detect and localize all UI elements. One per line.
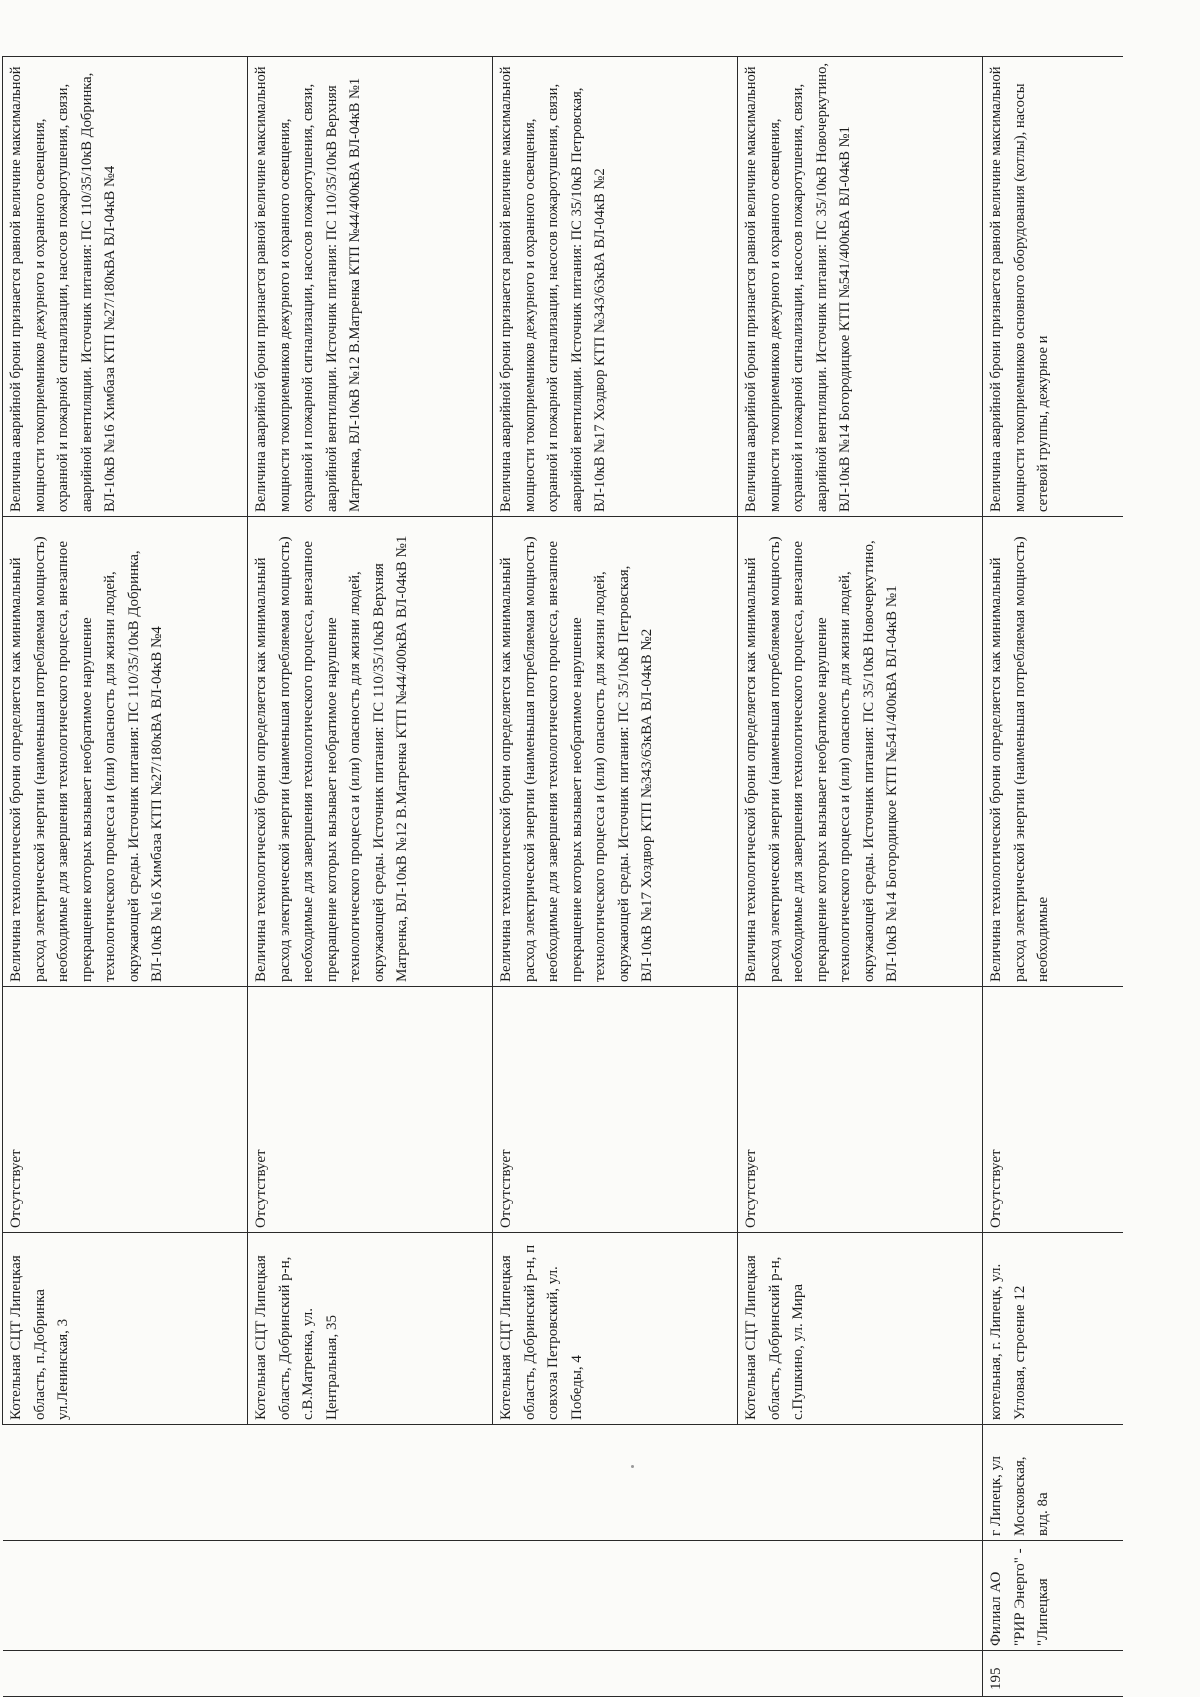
scan-speck xyxy=(631,1465,634,1468)
object-cell: Котельная СЦТ Липецкая область, Добринский р-н, с.В.Матренка, ул. Центральная, 35 xyxy=(248,1233,493,1425)
table-row xyxy=(248,57,493,1697)
tech-reserve-cell: Величина технологической брони определяется как минимальный расход электрической энергии (наименьшая потребляемая мощность) необходимые для завершения технологического процесса, внезапное прекращение которых вызывает необратимое нарушение технологического процесса и (или) опасность для жизни людей, окружающей среды. Источник питания: ПС 110/35/10кВ Верхняя Матренка, ВЛ-10кВ №12 В.Матренка КТП №44/400кВА ВЛ-04кВ №1 xyxy=(248,517,493,987)
emergency-reserve-cell: Величина аварийной брони признается равной величине максимальной мощности токоприемников дежурного и охранного освещения, охранной и пожарной сигнализации, насосов пожаротушения, связи, аварийной вентиляции. Источник питания: ПС 110/35/10кВ Добринка, ВЛ-10кВ №16 Химбаза КТП №27/180кВА ВЛ-04кВ №4 xyxy=(3,57,248,517)
object-cell: Котельная СЦТ Липецкая область, Добринский р-н, с.Пушкино, ул. Мира xyxy=(738,1233,983,1425)
status-cell: Отсутствует xyxy=(493,987,738,1233)
object-cell: Котельная СЦТ Липецкая область, п.Добринка ул.Ленинская, 3 xyxy=(3,1233,248,1425)
tech-reserve-cell: Величина технологической брони определяется как минимальный расход электрической энергии (наименьшая потребляемая мощность) необходимые для завершения технологического процесса, внезапное прекращение которых вызывает необратимое нарушение технологического процесса и (или) опасность для жизни людей, окружающей среды. Источник питания: ПС 35/10кВ Новочеркутино, ВЛ-10кВ №14 Богородицкое КТП №541/400кВА ВЛ-04кВ №1 xyxy=(738,517,983,987)
org-address-cell xyxy=(3,1425,248,1541)
row-number xyxy=(493,1651,738,1697)
status-cell: Отсутствует xyxy=(3,987,248,1233)
emergency-reserve-cell: Величина аварийной брони признается равной величине максимальной мощности токоприемников основного оборудования (котлы), насосы сетевой группы, дежурное и xyxy=(983,57,1123,517)
status-cell: Отсутствует xyxy=(983,987,1123,1233)
tech-reserve-cell: Величина технологической брони определяется как минимальный расход электрической энергии (наименьшая потребляемая мощность) необходимые для завершения технологического процесса, внезапное прекращение которых вызывает необратимое нарушение технологического процесса и (или) опасность для жизни людей, окружающей среды. Источник питания: ПС 35/10кВ Петровская, ВЛ-10кВ №17 Хоздвор КТП №343/63кВА ВЛ-04кВ №2 xyxy=(493,517,738,987)
status-cell: Отсутствует xyxy=(248,987,493,1233)
organization-cell xyxy=(3,1541,248,1651)
status-cell: Отсутствует xyxy=(738,987,983,1233)
row-number: 195 xyxy=(983,1651,1123,1697)
organization-cell xyxy=(248,1541,493,1651)
table-row xyxy=(983,57,1123,1697)
object-cell: Котельная СЦТ Липецкая область, Добринский р-н, п совхоза Петровский, ул. Победы, 4 xyxy=(493,1233,738,1425)
table-row xyxy=(3,57,248,1697)
table-row xyxy=(738,57,983,1697)
org-address-cell xyxy=(248,1425,493,1541)
table-row xyxy=(493,57,738,1697)
org-address-cell xyxy=(493,1425,738,1541)
organization-cell: Филиал АО "РИР Энерго" - "Липецкая xyxy=(983,1541,1123,1651)
object-cell: котельная, г. Липецк, ул. Угловая, строение 12 xyxy=(983,1233,1123,1425)
row-number xyxy=(3,1651,248,1697)
emergency-reserve-cell: Величина аварийной брони признается равной величине максимальной мощности токоприемников дежурного и охранного освещения, охранной и пожарной сигнализации, насосов пожаротушения, связи, аварийной вентиляции. Источник питания: ПС 35/10кВ Петровская, ВЛ-10кВ №17 Хоздвор КТП №343/63кВА ВЛ-04кВ №2 xyxy=(493,57,738,517)
reserve-table xyxy=(2,56,1123,1697)
emergency-reserve-cell: Величина аварийной брони признается равной величине максимальной мощности токоприемников дежурного и охранного освещения, охранной и пожарной сигнализации, насосов пожаротушения, связи, аварийной вентиляции. Источник питания: ПС 35/10кВ Новочеркутино, ВЛ-10кВ №14 Богородицкое КТП №541/400кВА ВЛ-04кВ №1 xyxy=(738,57,983,517)
tech-reserve-cell: Величина технологической брони определяется как минимальный расход электрической энергии (наименьшая потребляемая мощность) необходимые для завершения технологического процесса, внезапное прекращение которых вызывает необратимое нарушение технологического процесса и (или) опасность для жизни людей, окружающей среды. Источник питания: ПС 110/35/10кВ Добринка, ВЛ-10кВ №16 Химбаза КТП №27/180кВА ВЛ-04кВ №4 xyxy=(3,517,248,987)
row-number xyxy=(248,1651,493,1697)
organization-cell xyxy=(493,1541,738,1651)
org-address-cell: г Липецк, ул Московская, влд. 8а xyxy=(983,1425,1123,1541)
org-address-cell xyxy=(738,1425,983,1541)
row-number xyxy=(738,1651,983,1697)
emergency-reserve-cell: Величина аварийной брони признается равной величине максимальной мощности токоприемников дежурного и охранного освещения, охранной и пожарной сигнализации, насосов пожаротушения, связи, аварийной вентиляции. Источник питания: ПС 110/35/10кВ Верхняя Матренка, ВЛ-10кВ №12 В.Матренка КТП №44/400кВА ВЛ-04кВ №1 xyxy=(248,57,493,517)
tech-reserve-cell: Величина технологической брони определяется как минимальный расход электрической энергии (наименьшая потребляемая мощность) необходимые xyxy=(983,517,1123,987)
organization-cell xyxy=(738,1541,983,1651)
